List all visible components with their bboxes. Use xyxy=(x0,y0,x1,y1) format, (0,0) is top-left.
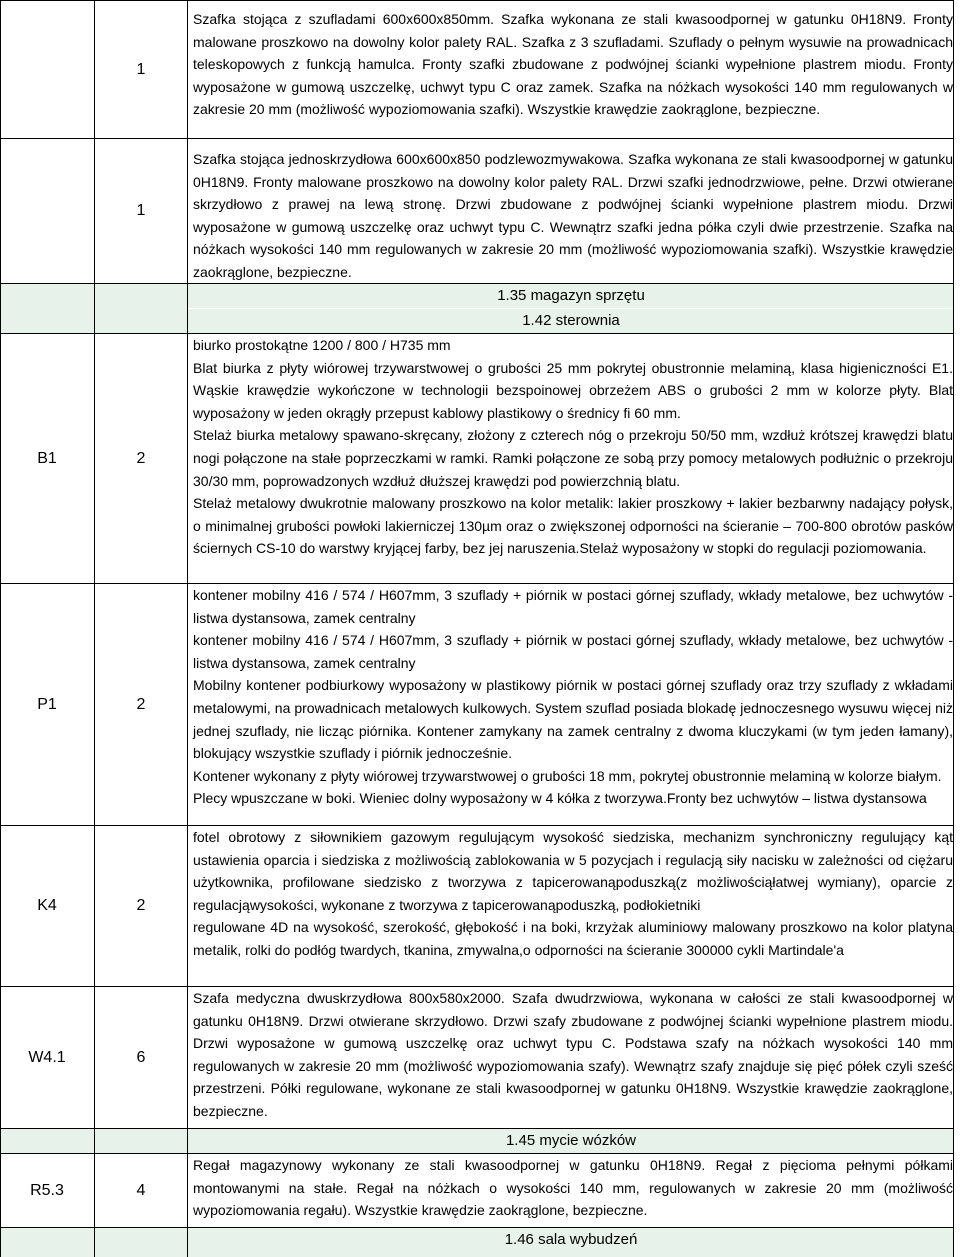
description-cell xyxy=(193,8,953,121)
section-header-wybudzen: 1.46 sala wybudzeń xyxy=(188,1228,954,1257)
quantity-cell: 6 xyxy=(136,1048,146,1066)
item-code-cell: K4 xyxy=(37,897,57,914)
grid-line xyxy=(0,1128,954,1129)
description-text: regulowane 4D na wysokość, szerokość, głębokość i na boki, krzyżak aluminiowy malowany proszkowo na kolor platyna metalik, rolki do podłóg twardych, tkanina, zmywalna,o odporności na ścieranie 300000 cykli Martindale'a xyxy=(193,919,953,958)
quantity-cell: 1 xyxy=(136,202,146,219)
grid-line xyxy=(187,0,188,1257)
item-code-cell: W4.1 xyxy=(28,1048,66,1066)
description-cell xyxy=(193,987,953,1123)
grid-line xyxy=(953,0,954,1257)
description-cell xyxy=(193,334,953,560)
description-cell xyxy=(193,1154,953,1222)
grid-line xyxy=(0,1227,954,1228)
description-text: Regał magazynowy wykonany ze stali kwasoodpornej w gatunku 0H18N9. Regał z pięcioma pełnymi półkami montowanymi na stałe. Regał na nóżkach o wysokości 140 mm, regulowanych w zakresie 20 mm (możliwość wypoziomowania regału). Wszystkie krawędzie zaokrąglone, bezpieczne. xyxy=(193,1157,953,1219)
description-text: Stelaż biurka metalowy spawano-skręcany, złożony z czterech nóg o przekroju 50/50 mm, wzdłuż krótszej krawędzi blatu nogi połączone na stałe poprzeczkami w ramki. Ramki połączone ze sobą przy pomocy metalowych podłużnic o przekroju 30/30 mm, poprowadzonych wzdłuż dłuższej krawędzi pod powierzchnią blatu. xyxy=(193,427,953,489)
description-cell xyxy=(193,148,953,284)
section-header-magazyn: 1.35 magazyn sprzętu xyxy=(188,284,954,308)
item-code-cell: R5.3 xyxy=(30,1181,64,1199)
description-text: Plecy wpuszczane w boki. Wieniec dolny wyposażony w 4 kółka z tworzywa.Fronty bez uchwytów – listwa dystansowa xyxy=(193,790,927,807)
description-text: Szafa medyczna dwuskrzydłowa 800x580x2000. Szafa dwudrzwiowa, wykonana w całości ze stali kwasoodpornej w gatunku 0H18N9. Drzwi otwierane skrzydłowo. Drzwi szafy zbudowane z podwójnej ścianki wypełnione plastrem miodu. Drzwi wyposażone w gumową uszczelkę oraz uchwyt typu C. Podstawa szafy na nóżkach wysokości 140 mm regulowanych w zakresie 20 mm (możliwość wypoziomowania szafy). Wewnątrz szafy znajduje się pięć półek czyli sześć przestrzeni. Półki regulowane, wykonane ze stali kwasoodpornej w gatunku 0H18N9. Wszystkie krawędzie zaokrąglone, bezpieczne. xyxy=(193,990,953,1119)
description-text: fotel obrotowy z siłownikiem gazowym regulującym wysokość siedziska, mechanizm synchroniczny regulujący kąt ustawienia oparcia i siedziska z możliwością zablokowania w 5 pozycjach i regulacją siły nacisku w zależności od ciężaru użytkownika, profilowane siedzisko z tworzywa z tapicerowanąpoduszką(z możliwościąłatwej wymiany), oparcie z regulacjąwysokości, wykonane z tworzywa z tapicerowanąpoduszką, podłokietniki xyxy=(193,829,953,913)
quantity-cell: 2 xyxy=(136,695,146,713)
quantity-cell: 2 xyxy=(136,449,146,467)
quantity-cell: 4 xyxy=(136,1181,146,1199)
description-text: Blat biurka z płyty wiórowej trzywarstwowej o grubości 25 mm pokrytej obustronnie melaminą, klasa higieniczności E1. Wąskie krawędzie wykończone w technologii bezspoinowej obrzeżem ABS o grubości 2 mm w kolorze płyty. Blat wyposażony w jeden okrągły przepust kablowy plastikowy o średnicy fi 60 mm. xyxy=(193,359,953,421)
section-header-sterownia: 1.42 sterownia xyxy=(188,309,954,333)
quantity-cell: 2 xyxy=(136,897,146,914)
description-text: Szafka stojąca z szufladami 600x600x850mm. Szafka wykonana ze stali kwasoodpornej w gatunku 0H18N9. Fronty malowane proszkowo na dowolny kolor palety RAL. Szafka z 3 szufladami. Szuflady o pełnym wysuwie na prowadnicach teleskopowych z funkcją hamulca. Fronty szafki zbudowane z podwójnej ścianki wypełnione plastrem miodu. Fronty wyposażone w gumową uszczelkę, uchwyt typu C oraz zamek. Szafka na nóżkach wysokości 140 mm regulowanych w zakresie 20 mm (możliwość wypoziomowania szafki). Wszystkie krawędzie zaokrąglone, bezpieczne. xyxy=(193,11,953,118)
description-text: Szafka stojąca jednoskrzydłowa 600x600x850 podzlewozmywakowa. Szafka wykonana ze stali kwasoodpornej w gatunku 0H18N9. Fronty malowane proszkowo na dowolny kolor palety RAL. Drzwi szafki jednodrzwiowe, pełne. Drzwi otwierane skrzydłowo z prawej na lewą stronę. Drzwi zbudowane z podwójnej ścianki wypełnione plastrem miodu. Drzwi wyposażone w gumową uszczelkę oraz uchwyt typu C. Wewnątrz szafki jedna półka czyli dwie przestrzenie. Szafka na nóżkach wysokości 140 mm regulowanych w zakresie 20 mm (możliwość wypoziomowania szafki). Wszystkie krawędzie zaokrąglone, bezpieczne. xyxy=(193,151,953,280)
description-cell xyxy=(193,826,953,962)
description-text: Kontener wykonany z płyty wiórowej trzywarstwowej o grubości 18 mm, pokrytej obustronnie melaminą w kolorze białym. xyxy=(193,767,942,784)
description-text: Mobilny kontener podbiurkowy wyposażony w plastikowy piórnik w postaci górnej szuflady oraz trzy szuflady z wkładami metalowymi, na prowadnicach metalowych kulkowych. System szuflad posiada blokadę jednoczesnego wysuwu więcej niż jednej szuflady, nie licząc piórnika. Kontener zamykany na zamek centralny z dwoma kluczykami (w tym jeden łamany), blokujący wszystkie szuflady i piórnik jednocześnie. xyxy=(193,677,953,762)
description-text: biurko prostokątne 1200 / 800 / H735 mm xyxy=(193,337,451,353)
item-code-cell: P1 xyxy=(37,695,57,713)
description-text: kontener mobilny 416 / 574 / H607mm, 3 szuflady + piórnik w postaci górnej szuflady, wkłady metalowe, bez uchwytów - listwa dystansowa, zamek centralny xyxy=(193,587,953,626)
quantity-cell: 1 xyxy=(136,60,146,78)
item-code-cell: B1 xyxy=(37,449,57,467)
section-header-mycie: 1.45 mycie wózków xyxy=(188,1129,954,1153)
description-text: kontener mobilny 416 / 574 / H607mm, 3 szuflady + piórnik w postaci górnej szuflady, wkłady metalowe, bez uchwytów - listwa dystansowa, zamek centralny xyxy=(193,632,953,671)
description-text: Stelaż metalowy dwukrotnie malowany proszkowo na kolor metalik: lakier proszkowy + lakier bezbarwny nadający połysk, o minimalnej grubości powłoki lakierniczej 130µm oraz o zwiększonej odporności na ścieranie – 700-800 obrotów pasków ściernych CS-10 do warstwy kryjącej farby, bez jej naruszenia.Stelaż wyposażony w stopki do regulacji poziomowania. xyxy=(193,495,953,557)
description-cell xyxy=(193,584,953,810)
